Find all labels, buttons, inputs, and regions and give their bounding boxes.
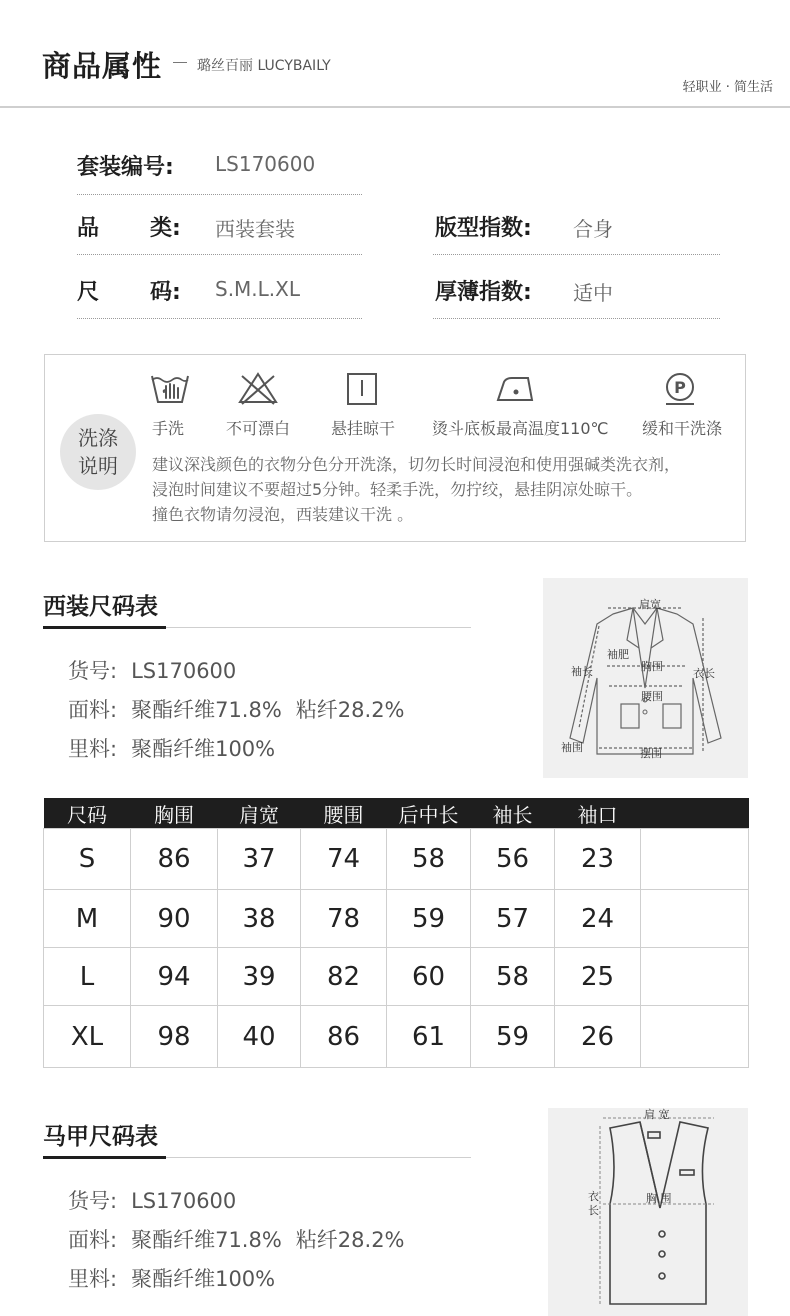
- hang-dry-icon: [340, 370, 384, 408]
- vest-item-number: [68, 1185, 236, 1215]
- care-description-line: 浸泡时间建议不要超过5分钟。轻柔手洗，勿拧绞，悬挂阴凉处晾干。: [152, 480, 643, 499]
- table-cell: 58: [471, 948, 555, 1006]
- lining-label: 里料:: [68, 1267, 118, 1291]
- fabric-value-2: 粘纤28.2%: [295, 1228, 405, 1252]
- table-cell: 26: [555, 1006, 641, 1068]
- header-shoulder: 肩宽: [218, 798, 301, 829]
- category-label-a: 品: [77, 216, 100, 241]
- table-cell: [641, 1006, 749, 1068]
- table-cell: 59: [387, 890, 471, 948]
- table-cell: 74: [301, 829, 387, 890]
- section-title-underline: [43, 1156, 166, 1159]
- table-cell: 86: [131, 829, 218, 890]
- size-value: S.M.L.XL: [215, 277, 301, 301]
- care-description: [152, 452, 742, 527]
- diagram-shoulder-label: 肩宽: [639, 598, 661, 611]
- no-bleach-label: 不可漂白: [226, 419, 291, 438]
- diagram-cuff-label: 袖围: [561, 741, 583, 754]
- page-title: 商品属性: [42, 49, 163, 83]
- dotted-divider: [77, 194, 362, 195]
- fit-index-value: 合身: [573, 217, 613, 241]
- care-description-line: 建议深浅颜色的衣物分色分开洗涤，切勿长时间浸泡和使用强碱类洗衣剂，: [152, 455, 681, 474]
- header-size: 尺码: [44, 798, 131, 829]
- table-cell: 25: [555, 948, 641, 1006]
- hand-wash-icon: [148, 370, 192, 408]
- table-cell: 58: [387, 829, 471, 890]
- iron-icon: [494, 370, 538, 408]
- table-cell: 37: [218, 829, 301, 890]
- lining-value: 聚酯纤维100%: [131, 1267, 276, 1291]
- vest-lining: [68, 1263, 275, 1293]
- lining-value: 聚酯纤维100%: [131, 737, 276, 761]
- fabric-value-2: 粘纤28.2%: [295, 698, 405, 722]
- table-cell: 40: [218, 1006, 301, 1068]
- dry-clean-label: 缓和干洗涤: [642, 419, 723, 438]
- header-cuff: 袖口: [555, 798, 641, 829]
- suit-section-title: 西装尺码表: [43, 594, 158, 620]
- vest-section-title: 马甲尺码表: [43, 1124, 158, 1150]
- fabric-label: 面料:: [68, 698, 118, 722]
- table-cell: [641, 829, 749, 890]
- suit-item-number: [68, 655, 236, 685]
- vest-measurement-diagram: [548, 1108, 748, 1316]
- category-label-b: 类:: [150, 216, 181, 241]
- diagram-sleeve-length-label: 袖长: [571, 665, 593, 678]
- table-cell: 61: [387, 1006, 471, 1068]
- table-cell: 23: [555, 829, 641, 890]
- table-cell: 56: [471, 829, 555, 890]
- header-empty: [641, 798, 749, 829]
- table-cell: 82: [301, 948, 387, 1006]
- iron-label: 烫斗底板最高温度110℃: [432, 419, 609, 438]
- table-row: [44, 890, 749, 948]
- care-badge: [60, 414, 136, 490]
- table-cell: 59: [471, 1006, 555, 1068]
- diagram-chest-label: 胸围: [641, 660, 663, 673]
- table-cell: [641, 948, 749, 1006]
- fabric-label: 面料:: [68, 1228, 118, 1252]
- size-table: [43, 798, 749, 1068]
- table-cell: L: [44, 948, 131, 1006]
- category-value: 西装套装: [215, 217, 295, 241]
- no-bleach-icon: [236, 370, 280, 408]
- size-label-a: 尺: [77, 280, 100, 305]
- vest-diagram-length-label-2: 长: [588, 1204, 599, 1217]
- dotted-divider: [77, 254, 362, 255]
- brand-subtitle: 璐丝百丽 LUCYBAILY: [197, 58, 331, 74]
- table-cell: 39: [218, 948, 301, 1006]
- suit-measurement-diagram: [543, 578, 748, 778]
- size-label-b: 码:: [150, 280, 181, 305]
- dotted-divider: [433, 254, 720, 255]
- care-description-line: 撞色衣物请勿浸泡，西装建议干洗 。: [152, 505, 414, 524]
- header-sleeve-length: 袖长: [471, 798, 555, 829]
- lining-label: 里料:: [68, 737, 118, 761]
- header-back-length: 后中长: [387, 798, 471, 829]
- vest-fabric: [68, 1224, 405, 1254]
- thickness-index-value: 适中: [573, 281, 613, 305]
- item-no-value: LS170600: [131, 659, 237, 683]
- header-chest: 胸围: [131, 798, 218, 829]
- care-badge-line-1: 洗涤: [78, 426, 118, 450]
- size-table-header: [44, 798, 749, 829]
- table-cell: 90: [131, 890, 218, 948]
- table-cell: 38: [218, 890, 301, 948]
- svg-text:P: P: [674, 378, 686, 397]
- table-cell: 60: [387, 948, 471, 1006]
- item-no-label: 货号:: [68, 659, 118, 683]
- header-waist: 腰围: [301, 798, 387, 829]
- table-cell: 24: [555, 890, 641, 948]
- fabric-value-1: 聚酯纤维71.8%: [131, 1228, 282, 1252]
- table-cell: [641, 890, 749, 948]
- diagram-hem-label: 摆围: [640, 747, 662, 760]
- suit-lining: [68, 733, 275, 763]
- diagram-sleeve-width-label: 袖肥: [607, 648, 629, 661]
- diagram-waist-label: 腰围: [641, 690, 663, 703]
- table-cell: S: [44, 829, 131, 890]
- vest-diagram-length-label-1: 衣: [588, 1190, 599, 1203]
- table-cell: 78: [301, 890, 387, 948]
- item-no-label: 货号:: [68, 1189, 118, 1213]
- table-cell: 98: [131, 1006, 218, 1068]
- dotted-divider: [77, 318, 362, 319]
- header-divider: [0, 106, 790, 108]
- dotted-divider: [433, 318, 720, 319]
- table-row: [44, 948, 749, 1006]
- set-code-value: LS170600: [215, 152, 316, 176]
- diagram-body-length-label: 衣长: [693, 667, 715, 680]
- set-code-label: 套装编号:: [77, 155, 174, 180]
- care-badge-line-2: 说明: [78, 454, 118, 478]
- dry-clean-icon: [658, 370, 702, 408]
- table-cell: 94: [131, 948, 218, 1006]
- fabric-value-1: 聚酯纤维71.8%: [131, 698, 282, 722]
- item-no-value: LS170600: [131, 1189, 237, 1213]
- table-cell: 57: [471, 890, 555, 948]
- vest-diagram-chest-label: 胸 围: [646, 1192, 672, 1205]
- table-row: [44, 829, 749, 890]
- brand-tagline: 轻职业 · 简生活: [682, 80, 773, 95]
- suit-fabric: [68, 694, 405, 724]
- table-cell: 86: [301, 1006, 387, 1068]
- title-dash: [173, 62, 187, 63]
- table-cell: XL: [44, 1006, 131, 1068]
- hang-dry-label: 悬挂晾干: [331, 419, 396, 438]
- hand-wash-label: 手洗: [152, 419, 185, 438]
- vest-diagram-shoulder-label: 肩 宽: [644, 1108, 670, 1121]
- section-title-underline: [43, 626, 166, 629]
- table-cell: M: [44, 890, 131, 948]
- thickness-index-label: 厚薄指数:: [435, 280, 532, 305]
- fit-index-label: 版型指数:: [435, 216, 532, 241]
- table-row: [44, 1006, 749, 1068]
